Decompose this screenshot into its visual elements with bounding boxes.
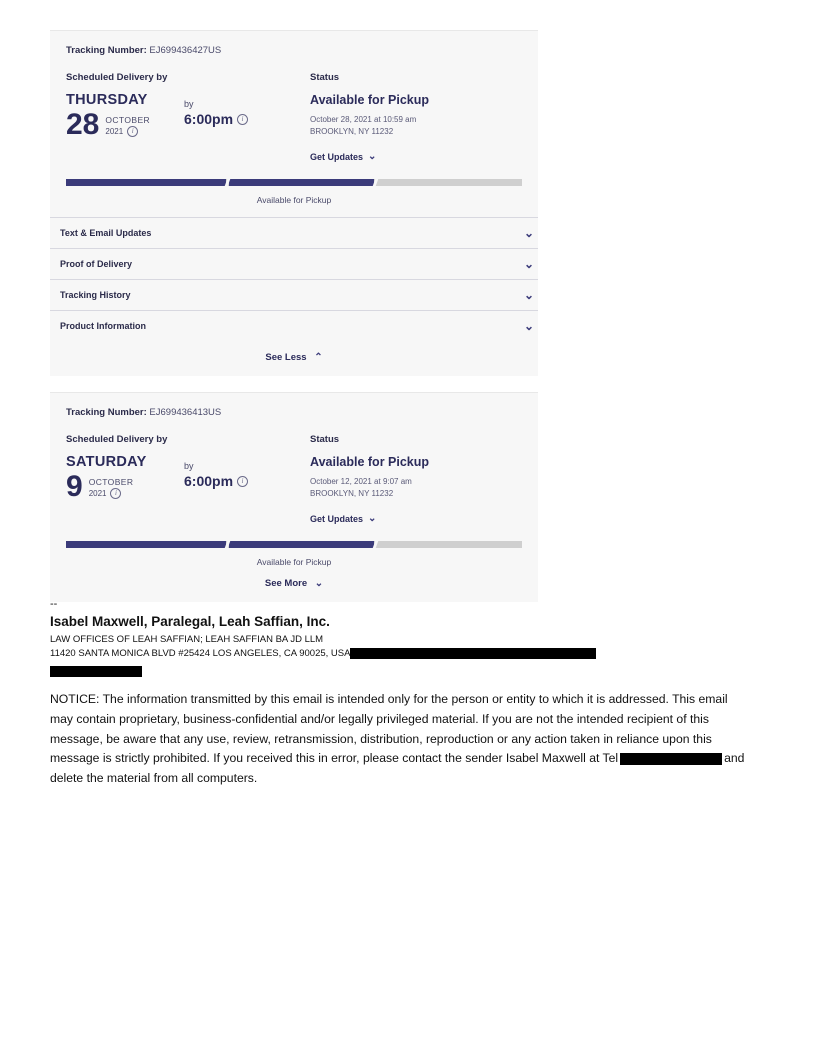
- delivery-day: 28: [66, 107, 100, 141]
- delivery-month: OCTOBER: [105, 115, 151, 126]
- tracking-number-value: EJ699436427US: [149, 45, 222, 56]
- confidentiality-notice: [50, 690, 752, 789]
- delivery-day-of-week: SATURDAY: [66, 454, 147, 470]
- scheduled-delivery-label: Scheduled Delivery by: [66, 434, 168, 445]
- chevron-down-icon: ⌄: [523, 226, 534, 241]
- redaction-block: [50, 666, 142, 677]
- chevron-down-icon: ⌄: [523, 319, 534, 334]
- info-icon[interactable]: i: [237, 114, 248, 125]
- accordion-label: Product Information: [60, 321, 146, 332]
- see-toggle-label: See Less: [265, 352, 307, 364]
- redaction-block: [620, 753, 722, 765]
- status-detail-line-2: BROOKLYN, NY 11232: [310, 488, 394, 498]
- delivery-day: 9: [66, 469, 83, 503]
- delivery-year: 2021: [105, 126, 124, 136]
- status-detail: [310, 476, 522, 499]
- notice-text-part-1: NOTICE: The information transmitted by this email is intended only for the person or entity to which it is addressed. This email may contain proprietary, business-confidential and/or legally privileged material. If you are not the intended recipient of this message, be aware that any use, review, retransmission, distribution, reproduction or any action taken in reliance upon this message is strictly prohibited. If you received this in error, please contact the sender Isabel Maxwell at Tel: [50, 692, 728, 766]
- delivery-progress: [66, 541, 522, 567]
- signature-name: Isabel Maxwell, Paralegal, Leah Saffian, Inc.: [50, 614, 330, 630]
- status-label: Status: [310, 72, 340, 83]
- accordion-product-information[interactable]: [50, 310, 538, 341]
- redaction-block: [350, 648, 596, 659]
- chevron-down-icon: ⌄: [368, 151, 377, 163]
- chevron-down-icon: ⌄: [314, 578, 324, 590]
- delivery-year: 2021: [88, 488, 107, 498]
- status-value: Available for Pickup: [310, 455, 430, 469]
- tracking-number-label: Tracking Number:: [66, 407, 147, 418]
- by-time-value: 6:00pm: [184, 111, 234, 127]
- delivery-date: [66, 93, 170, 140]
- accordion-proof-of-delivery[interactable]: [50, 248, 538, 279]
- status-label: Status: [310, 434, 340, 445]
- see-less-toggle[interactable]: [50, 341, 538, 376]
- status-detail-line-2: BROOKLYN, NY 11232: [310, 126, 394, 136]
- by-label: by: [184, 99, 194, 109]
- tracking-card: [50, 392, 538, 602]
- tracking-number-label: Tracking Number:: [66, 45, 147, 56]
- status-detail-line-1: October 12, 2021 at 9:07 am: [310, 477, 412, 486]
- delivery-day-of-week: THURSDAY: [66, 92, 148, 108]
- accordion-label: Proof of Delivery: [60, 259, 133, 270]
- info-icon[interactable]: i: [127, 126, 138, 137]
- notice-text-part-2: and delete the material from all computers.: [50, 751, 745, 786]
- progress-label: Available for Pickup: [256, 557, 332, 568]
- progress-label: Available for Pickup: [256, 195, 332, 206]
- status-value: Available for Pickup: [310, 93, 430, 107]
- accordion-text-email-updates[interactable]: [50, 217, 538, 248]
- tracking-number-row: [66, 407, 522, 418]
- get-updates-button[interactable]: [310, 514, 376, 524]
- chevron-down-icon: ⌄: [368, 513, 377, 525]
- delivery-date: [66, 455, 170, 502]
- status-detail-line-1: October 28, 2021 at 10:59 am: [310, 115, 417, 124]
- accordion-label: Tracking History: [60, 290, 131, 301]
- email-signature: [50, 598, 770, 681]
- progress-bar: [66, 541, 522, 548]
- accordion-label: Text & Email Updates: [60, 228, 152, 239]
- by-label: by: [184, 461, 194, 471]
- status-detail: [310, 114, 522, 137]
- see-toggle-label: See More: [264, 578, 308, 590]
- delivery-progress: [66, 179, 522, 205]
- signature-separator: --: [50, 598, 58, 610]
- progress-bar: [66, 179, 522, 186]
- tracking-number-row: [66, 45, 522, 56]
- signature-address-line: [50, 647, 770, 661]
- signature-redacted-line: [50, 663, 770, 681]
- get-updates-label: Get Updates: [310, 514, 364, 525]
- info-icon[interactable]: i: [110, 488, 121, 499]
- get-updates-button[interactable]: [310, 152, 376, 162]
- get-updates-label: Get Updates: [310, 152, 364, 163]
- tracking-number-value: EJ699436413US: [149, 407, 222, 418]
- signature-address: 11420 SANTA MONICA BLVD #25424 LOS ANGELES, CA 90025, USA: [50, 647, 351, 659]
- scheduled-delivery-label: Scheduled Delivery by: [66, 72, 168, 83]
- by-time-value: 6:00pm: [184, 473, 234, 489]
- chevron-up-icon: ⌃: [314, 352, 323, 364]
- info-icon[interactable]: i: [237, 476, 248, 487]
- chevron-down-icon: ⌄: [523, 257, 534, 272]
- delivery-month: OCTOBER: [88, 477, 134, 488]
- see-more-toggle[interactable]: [50, 567, 538, 602]
- accordion-tracking-history[interactable]: [50, 279, 538, 310]
- signature-firm: LAW OFFICES OF LEAH SAFFIAN; LEAH SAFFIAN BA JD LLM: [50, 634, 324, 646]
- tracking-card: [50, 30, 538, 376]
- chevron-down-icon: ⌄: [523, 288, 534, 303]
